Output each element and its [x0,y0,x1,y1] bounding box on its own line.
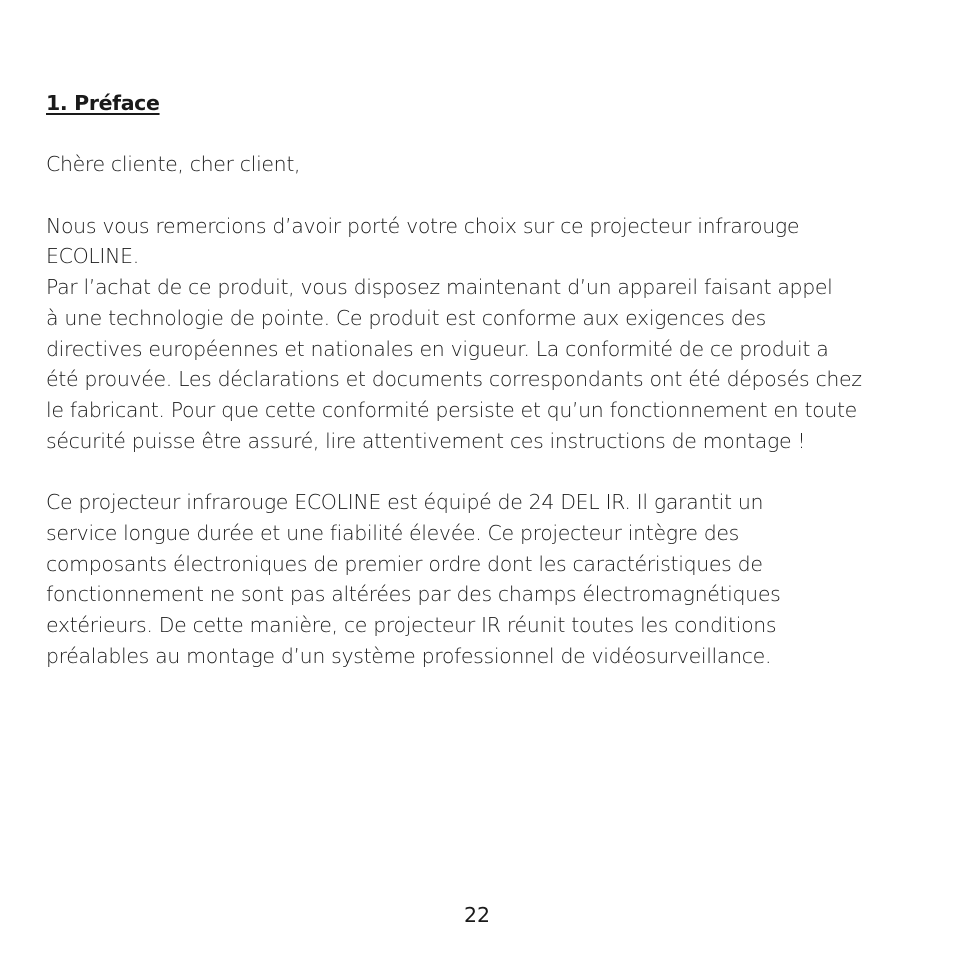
paragraph-line: à une technologie de pointe. Ce produit est conforme aux exigences des [46,305,766,330]
section-heading: 1. Préface [46,91,160,115]
paragraph-line: Par l’achat de ce produit, vous disposez maintenant d’un appareil faisant appel [46,275,833,300]
paragraph-line: préalables au montage d’un système professionnel de vidéosurveillance. [46,643,772,668]
paragraph-line: fonctionnement ne sont pas altérées par des champs électromagnétiques [46,582,781,607]
paragraph-line: service longue durée et une fiabilité élevée. Ce projecteur intègre des [46,520,740,545]
paragraph-line: Nous vous remercions d’avoir porté votre choix sur ce projecteur infrarouge [46,213,800,238]
document-body [46,88,916,671]
paragraph-conformity [46,272,916,456]
paragraph-line: directives européennes et nationales en vigueur. La conformité de ce produit a [46,336,829,361]
paragraph-line: extérieurs. De cette manière, ce projecteur IR réunit toutes les conditions [46,612,777,637]
salutation: Chère cliente, cher client, [46,152,301,177]
paragraph-product-description [46,487,916,671]
paragraph-line: composants électroniques de premier ordre dont les caractéristiques de [46,551,763,576]
paragraph-line: sécurité puisse être assuré, lire attentivement ces instructions de montage ! [46,428,806,453]
paragraph-intro [46,211,916,272]
paragraph-line: Ce projecteur infrarouge ECOLINE est équipé de 24 DEL IR. Il garantit un [46,490,764,515]
paragraph-line: ECOLINE. [46,244,139,269]
paragraph-line: le fabricant. Pour que cette conformité persiste et qu’un fonctionnement en toute [46,398,857,422]
page-number: 22 [463,903,491,927]
paragraph-line: été prouvée. Les déclarations et documents correspondants ont été déposés chez [46,367,862,392]
